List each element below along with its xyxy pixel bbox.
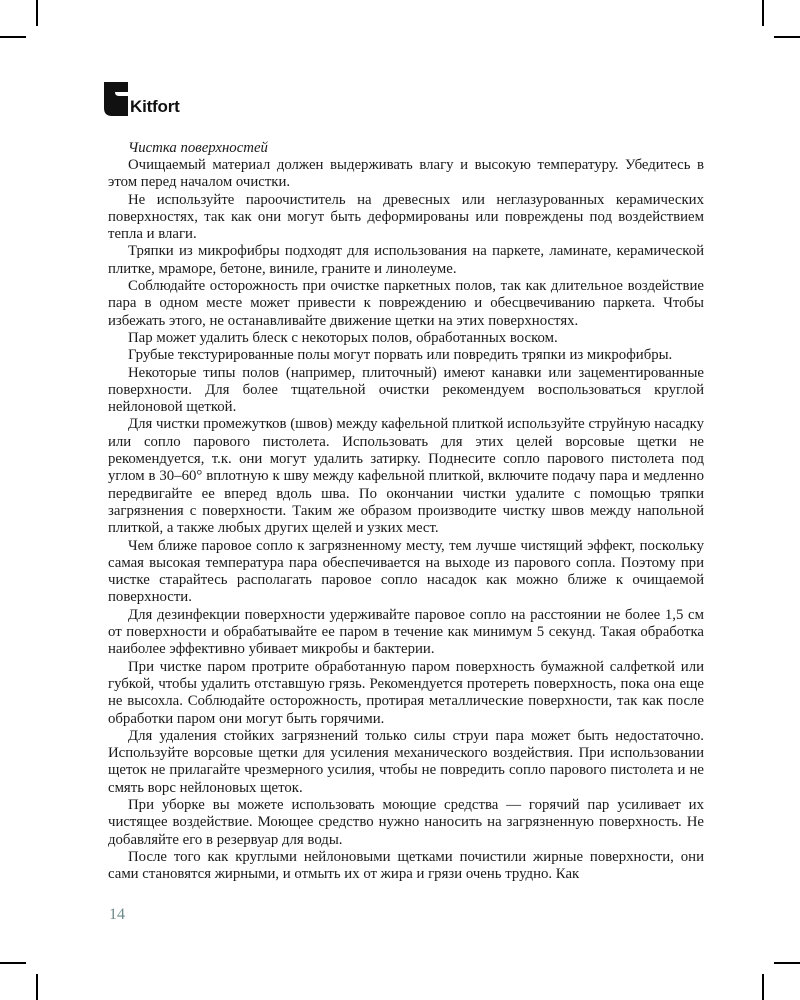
crop-mark <box>36 974 38 1000</box>
crop-mark <box>774 36 800 38</box>
paragraph: Соблюдайте осторожность при очистке паркетных полов, так как длительное воздействие пара в одном месте может привести к повреждению и обесцвечиванию паркета. Чтобы избежать этого, не останавливайте движение щетки на этих поверхностях. <box>108 278 704 329</box>
crop-mark <box>0 36 26 38</box>
paragraph: Некоторые типы полов (например, плиточный) имеют канавки или зацементированные поверхности. Для более тщательной очистки рекомендуем воспользоваться круглой нейлоновой щеткой. <box>108 364 704 416</box>
paragraph: Не используйте пароочиститель на древесных или неглазурованных керамических поверхностях, так как они могут быть деформированы или повреждены под воздействием тепла и влаги. <box>108 191 704 243</box>
paragraph: Чем ближе паровое сопло к загрязненному месту, тем лучше чистящий эффект, поскольку самая высокая температура пара обеспечивается на выходе из парового сопла. Поэтому при чистке старайтесь располагать паровое сопло насадок как можно ближе к очищаемой поверхности. <box>108 537 704 606</box>
paragraph: Для удаления стойких загрязнений только силы струи пара может быть недостаточно. Используйте ворсовые щетки для усиления механического воздействия. При использовании щеток не прилагайте чрезмерного усилия, чтобы не повредить сопло парового пистолета и не смять ворс нейлоновых щеток. <box>108 727 704 796</box>
section-title: Чистка поверхностей <box>128 140 268 156</box>
brand-name: Kitfort <box>130 97 180 116</box>
paragraph: При чистке паром протрите обработанную паром поверхность бумажной салфеткой или губкой, чтобы удалить отставшую грязь. Рекомендуется протереть поверхность, пока она еще не высохла. Соблюдайте осторожность, протирая металлические поверхности, так как после обработки паром они могут быть горячими. <box>108 658 704 727</box>
crop-mark <box>762 974 764 1000</box>
crop-mark <box>0 962 26 964</box>
paragraph: Тряпки из микрофибры подходят для использования на паркете, ламинате, керамической плитке, мраморе, бетоне, виниле, граните и линолеуме. <box>108 243 704 277</box>
paragraph: Грубые текстурированные полы могут порвать или повредить тряпки из микрофибры. <box>128 347 673 364</box>
crop-mark <box>36 0 38 26</box>
paragraph: Для дезинфекции поверхности удерживайте паровое сопло на расстоянии не более 1,5 см от поверхности и обрабатывайте ее паром в течение как минимум 5 секунд. Такая обработка наиболее эффективно убивает микробы и бактерии. <box>108 606 704 658</box>
paragraph-list <box>108 157 704 883</box>
page-number: 14 <box>109 906 125 923</box>
document-body <box>108 139 704 883</box>
crop-mark <box>762 0 764 26</box>
crop-mark <box>774 962 800 964</box>
paragraph: Для чистки промежутков (швов) между кафельной плиткой используйте струйную насадку или сопло парового пистолета. Использовать для этих целей ворсовые щетки не рекомендуется, т.к. они могут удалить затирку. Поднесите сопло парового пистолета под углом в 30–60° вплотную к шву между кафельной плиткой, включите подачу пара и медленно передвигайте ее вперед вдоль шва. По окончании чистки удалите с помощью тряпки загрязнения с поверхности. Таким же образом производите чистку швов между напольной плиткой, а также любых других щелей и узких мест. <box>108 416 704 537</box>
paragraph: После того как круглыми нейлоновыми щетками почистили жирные поверхности, они сами становятся жирными, и отмыть их от жира и грязи очень трудно. Как <box>108 848 704 883</box>
paragraph: Очищаемый материал должен выдерживать влагу и высокую температуру. Убедитесь в этом перед началом очистки. <box>108 157 704 191</box>
paragraph: Пар может удалить блеск с некоторых полов, обработанных воском. <box>128 329 558 346</box>
paragraph: При уборке вы можете использовать моющие средства — горячий пар усиливает их чистящее воздействие. Моющее средство нужно наносить на загрязненную поверхность. Не добавляйте его в резервуар для воды. <box>108 796 704 848</box>
logo-mark-icon <box>104 82 128 116</box>
brand-logo <box>104 82 180 116</box>
